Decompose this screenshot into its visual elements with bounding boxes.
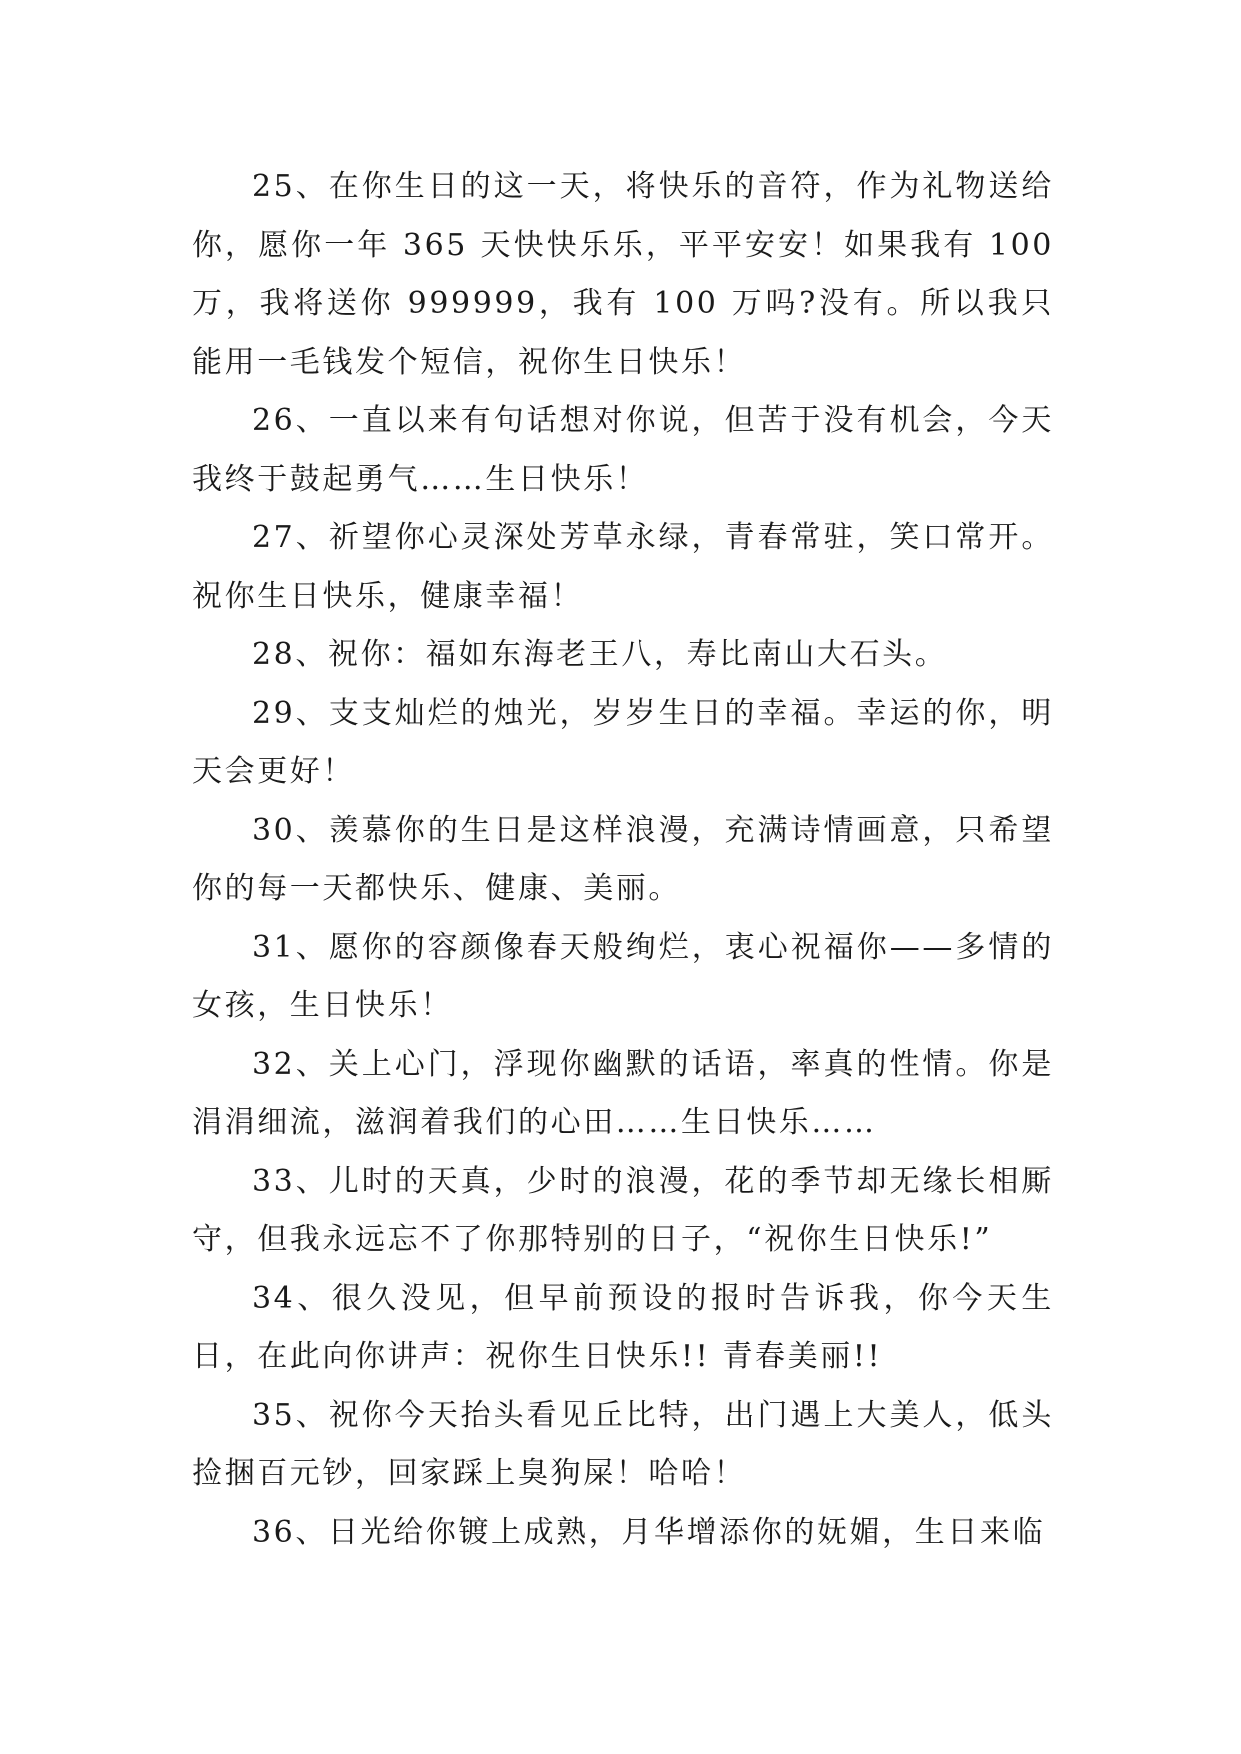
paragraph-26: 26、一直以来有句话想对你说，但苦于没有机会，今天我终于鼓起勇气……生日快乐！ xyxy=(192,403,1054,497)
paragraph-36: 36、日光给你镀上成熟，月华增添你的妩媚，生日来临 xyxy=(252,1514,1046,1550)
paragraph-29: 29、支支灿烂的烛光，岁岁生日的幸福。幸运的你，明天会更好！ xyxy=(192,695,1054,789)
paragraph-25: 25、在你生日的这一天，将快乐的音符，作为礼物送给你，愿你一年 365 天快快乐乐，平平安安！如果我有 100 万，我将送你 999999，我有 100 万吗?没有。所以我只能用一毛钱发个短信，祝你生日快乐！ xyxy=(192,169,1067,380)
paragraph-33: 33、儿时的天真，少时的浪漫，花的季节却无缘长相厮守，但我永远忘不了你那特别的日子，“祝你生日快乐!” xyxy=(192,1163,1054,1257)
document-body xyxy=(192,158,1067,1562)
paragraph-28: 28、祝你：福如东海老王八，寿比南山大石头。 xyxy=(252,637,948,672)
paragraph-31: 31、愿你的容颜像春天般绚烂，衷心祝福你——多情的女孩，生日快乐！ xyxy=(192,929,1054,1023)
paragraph-34: 34、很久没见，但早前预设的报时告诉我，你今天生日，在此向你讲声：祝你生日快乐!! 青春美丽!! xyxy=(192,1280,1054,1374)
paragraph-27: 27、祈望你心灵深处芳草永绿，青春常驻，笑口常开。祝你生日快乐，健康幸福！ xyxy=(192,520,1054,614)
paragraph-35: 35、祝你今天抬头看见丘比特，出门遇上大美人，低头捡捆百元钞，回家踩上臭狗屎！哈哈！ xyxy=(192,1397,1054,1491)
paragraph-30: 30、羡慕你的生日是这样浪漫，充满诗情画意，只希望你的每一天都快乐、健康、美丽。 xyxy=(192,812,1054,906)
paragraph-32: 32、关上心门，浮现你幽默的话语，率真的性情。你是涓涓细流，滋润着我们的心田……生日快乐…… xyxy=(192,1046,1054,1140)
